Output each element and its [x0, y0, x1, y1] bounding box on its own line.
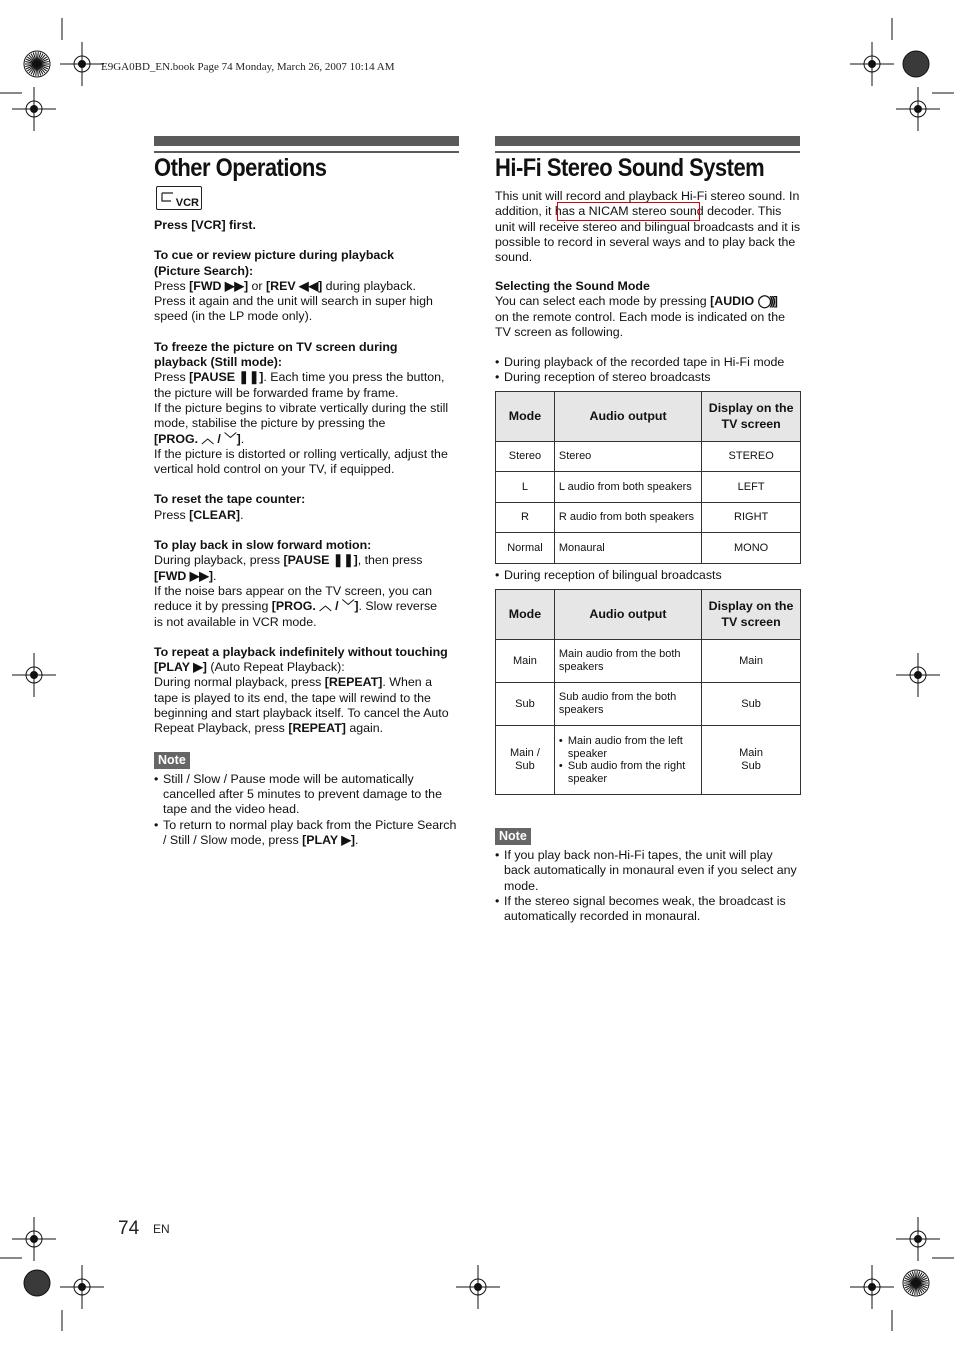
- table1-cell-mode: Stereo: [496, 442, 555, 472]
- table-row: [496, 472, 801, 503]
- heading-auto-repeat: To repeat a playback indefinitely without touching [PLAY ▶] (Auto Repeat Playback):: [154, 644, 448, 675]
- table2-cell-display: Sub: [702, 683, 801, 726]
- right-note-list: [495, 848, 801, 924]
- table1-cell-audio: L audio from both speakers: [554, 472, 701, 503]
- heading-reset-counter: To reset the tape counter:: [154, 492, 306, 507]
- table1-header-display: Display on the TV screen: [702, 392, 801, 442]
- vcr-icon: [156, 186, 202, 210]
- bullets-stereo: [495, 355, 801, 386]
- bullet-bilingual: • During reception of bilingual broadcasts: [495, 568, 801, 583]
- table-row: [496, 726, 801, 795]
- table1-cell-display: LEFT: [702, 472, 801, 503]
- table-row: [496, 640, 801, 683]
- right-note-section: [495, 828, 801, 924]
- left-note-label: Note: [154, 752, 190, 769]
- print-header-line: E9GA0BD_EN.book Page 74 Monday, March 26, 2007 10:14 AM: [101, 61, 395, 73]
- table2-cell-audio: [554, 726, 701, 795]
- table-row: [496, 503, 801, 533]
- right-note-label: Note: [495, 828, 531, 845]
- page-number: 74: [118, 1218, 140, 1239]
- table1-cell-display: MONO: [702, 533, 801, 564]
- section-title-hifi-stereo: Hi-Fi Stereo Sound System: [495, 154, 765, 182]
- table1-cell-mode: R: [496, 503, 555, 533]
- stereo-mode-table: [495, 391, 801, 564]
- body-slow-forward: During playback, press [PAUSE ❚❚], then press [FWD ▶▶]. If the noise bars appear on the TV screen, you can reduce it by pressing [PROG. ︿ / ﹀]. Slow reverse is not available in VCR mode.: [154, 553, 438, 629]
- table1-header-mode: Mode: [496, 392, 555, 442]
- bullet-stereo-reception: • During reception of stereo broadcasts: [495, 370, 801, 385]
- left-title-bar: [154, 136, 459, 146]
- heading-picture-search: To cue or review picture during playback (Picture Search):: [154, 248, 395, 278]
- vcr-icon-label: VCR: [175, 197, 199, 209]
- right-note-item: • If you play back non-Hi-Fi tapes, the unit will play back automatically in monaural even if you select any mode.: [495, 848, 801, 894]
- bilingual-mode-table: [495, 589, 801, 795]
- table1-cell-audio: Monaural: [554, 533, 701, 564]
- heading-selecting-sound-mode: Selecting the Sound Mode: [495, 279, 650, 293]
- table1-cell-mode: L: [496, 472, 555, 503]
- body-selecting-sound-mode: You can select each mode by pressing [AUDIO ◯))] on the remote control. Each mode is indicated on the TV screen as following.: [495, 294, 785, 339]
- left-note-list: [154, 772, 460, 848]
- body-picture-search: Press [FWD ▶▶] or [REV ◀◀] during playback. Press it again and the unit will search in super high speed (in the LP mode only).: [154, 278, 433, 324]
- left-note-item: • To return to normal play back from the Picture Search / Still / Slow mode, press [PLAY ▶].: [154, 818, 460, 849]
- table-row: [496, 442, 801, 472]
- table-row: [496, 683, 801, 726]
- language-label: EN: [153, 1222, 170, 1236]
- table2-cell-display: Main Sub: [702, 726, 801, 795]
- left-title-rule: [154, 151, 459, 153]
- table2-cell-mode: Sub: [496, 683, 555, 726]
- table2-audio-item: • Main audio from the left speaker: [559, 735, 697, 760]
- heading-still-mode: To freeze the picture on TV screen during playback (Still mode):: [154, 339, 398, 370]
- table2-cell-audio: Sub audio from the both speakers: [554, 683, 701, 726]
- table2-cell-display: Main: [702, 640, 801, 683]
- table2-audio-item: • Sub audio from the right speaker: [559, 760, 697, 785]
- heading-slow-forward: To play back in slow forward motion:: [154, 538, 372, 553]
- table1-cell-mode: Normal: [496, 533, 555, 564]
- left-column-text: [154, 218, 460, 848]
- right-intro: This unit will record and playback Hi-Fi stereo sound. In addition, it has a NICAM stereo sound decoder. This unit will receive stereo and bilingual broadcasts and it is possible to record in several ways and to play back the sound.: [495, 189, 801, 265]
- table2-header-audio: Audio output: [554, 590, 701, 640]
- right-title-bar: [495, 136, 800, 146]
- press-vcr-first: Press [VCR] first.: [154, 218, 256, 232]
- table1-cell-audio: R audio from both speakers: [554, 503, 701, 533]
- body-reset-counter: Press [CLEAR].: [154, 507, 244, 522]
- highlight-nicam-box: [557, 202, 700, 221]
- table2-header-mode: Mode: [496, 590, 555, 640]
- right-note-item: • If the stereo signal becomes weak, the broadcast is automatically recorded in monaural.: [495, 894, 801, 925]
- section-title-other-operations: Other Operations: [154, 154, 327, 182]
- right-select-section: [495, 279, 801, 340]
- table2-cell-audio: Main audio from the both speakers: [554, 640, 701, 683]
- table1-cell-display: RIGHT: [702, 503, 801, 533]
- table1-cell-audio: Stereo: [554, 442, 701, 472]
- table-row: [496, 533, 801, 564]
- right-title-rule: [495, 151, 800, 153]
- table2-cell-mode: Main / Sub: [496, 726, 555, 795]
- bullet-hifi-playback: • During playback of the recorded tape in Hi-Fi mode: [495, 355, 801, 370]
- table1-cell-display: STEREO: [702, 442, 801, 472]
- left-note-item: • Still / Slow / Pause mode will be automatically cancelled after 5 minutes to prevent damage to the tape and the video head.: [154, 772, 460, 818]
- body-still-mode: Press [PAUSE ❚❚]. Each time you press the button, the picture will be forwarded frame by frame. If the picture begins to vibrate vertically during the still mode, stabilise the picture by pressing the [PROG. ︿ / ﹀]. If the picture is distorted or rolling vertically, adjust the vertical hold control on your TV, if equipped.: [154, 370, 449, 477]
- table1-header-audio: Audio output: [554, 392, 701, 442]
- bullet-bilingual-wrap: [495, 568, 801, 583]
- body-auto-repeat: During normal playback, press [REPEAT]. When a tape is played to its end, the tape will rewind to the beginning and start playback itself. To cancel the Auto Repeat Playback, press [REPEAT] again.: [154, 675, 449, 736]
- table2-cell-mode: Main: [496, 640, 555, 683]
- table2-header-display: Display on the TV screen: [702, 590, 801, 640]
